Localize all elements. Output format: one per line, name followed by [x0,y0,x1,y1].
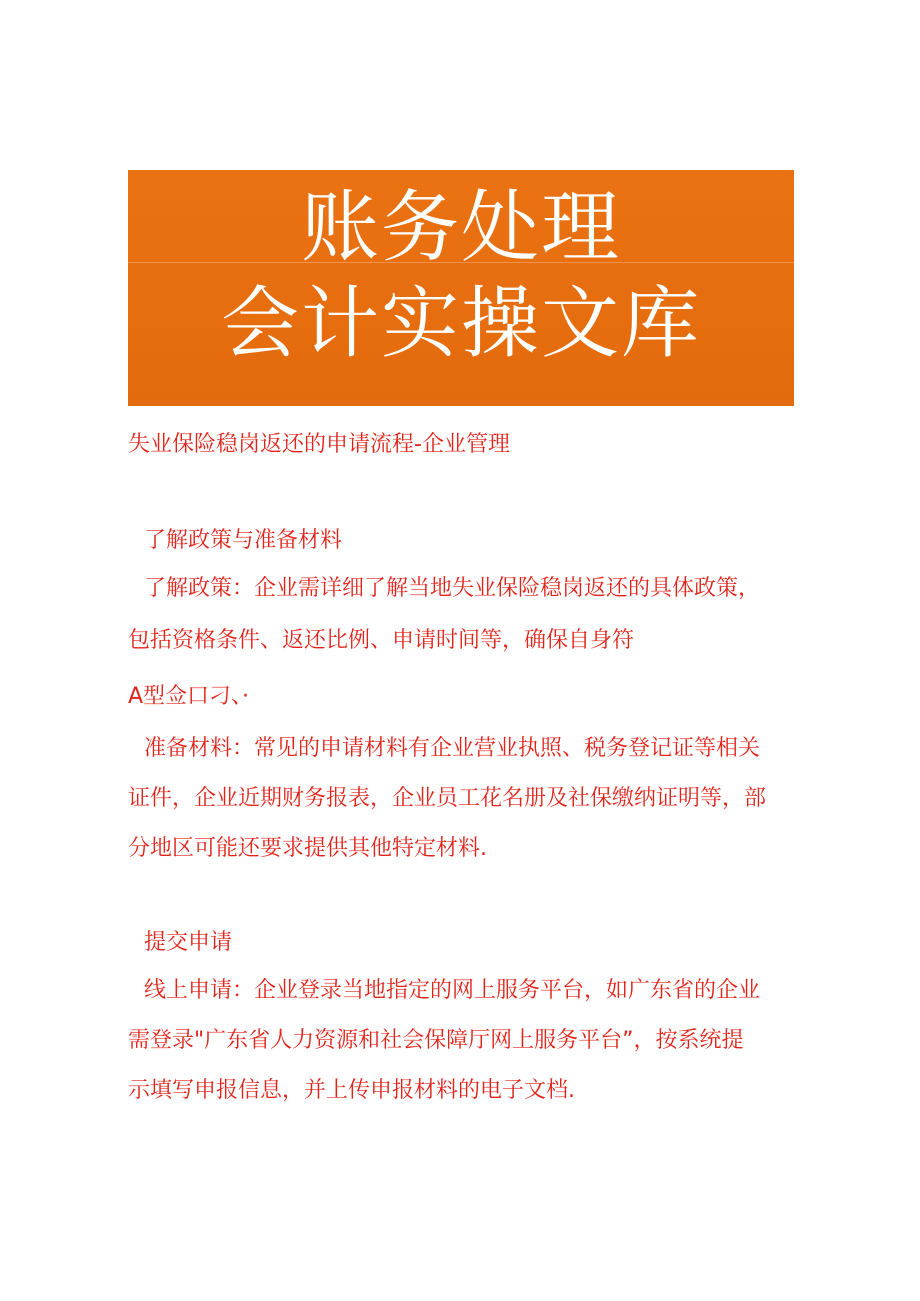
banner-title-line2: 会计实操文库 [220,279,701,369]
online-line-1: 线上申请：企业登录当地指定的网上服务平台，如广东省的企业 [144,978,761,1003]
materials-line-1: 准备材料：常见的申请材料有企业营业执照、税务登记证等相关 [144,736,761,761]
banner-title-line1: 账务处理 [300,183,621,273]
online-line-3: 示填写申报信息，并上传申报材料的电子文档. [128,1078,575,1103]
section-heading-submit: 提交申请 [144,930,233,955]
document-title: 失业保险稳岗返还的申请流程-企业管理 [128,432,510,457]
section-heading-prepare: 了解政策与准备材料 [144,528,343,553]
header-banner [128,170,794,406]
online-line-2: 需登录"广东省人力资源和社会保障厅网上服务平台”，按系统提 [128,1028,744,1053]
garbled-text-line: A型佥口刁、· [128,684,250,709]
materials-line-2: 证件，企业近期财务报表，企业员工花名册及社保缴纳证明等，部 [128,786,767,811]
policy-line-1: 了解政策：企业需详细了解当地失业保险稳岗返还的具体政策， [144,576,761,601]
materials-line-3: 分地区可能还要求提供其他特定材料. [128,836,487,861]
policy-line-2: 包括资格条件、返还比例、申请时间等，确保自身符 [128,628,635,653]
